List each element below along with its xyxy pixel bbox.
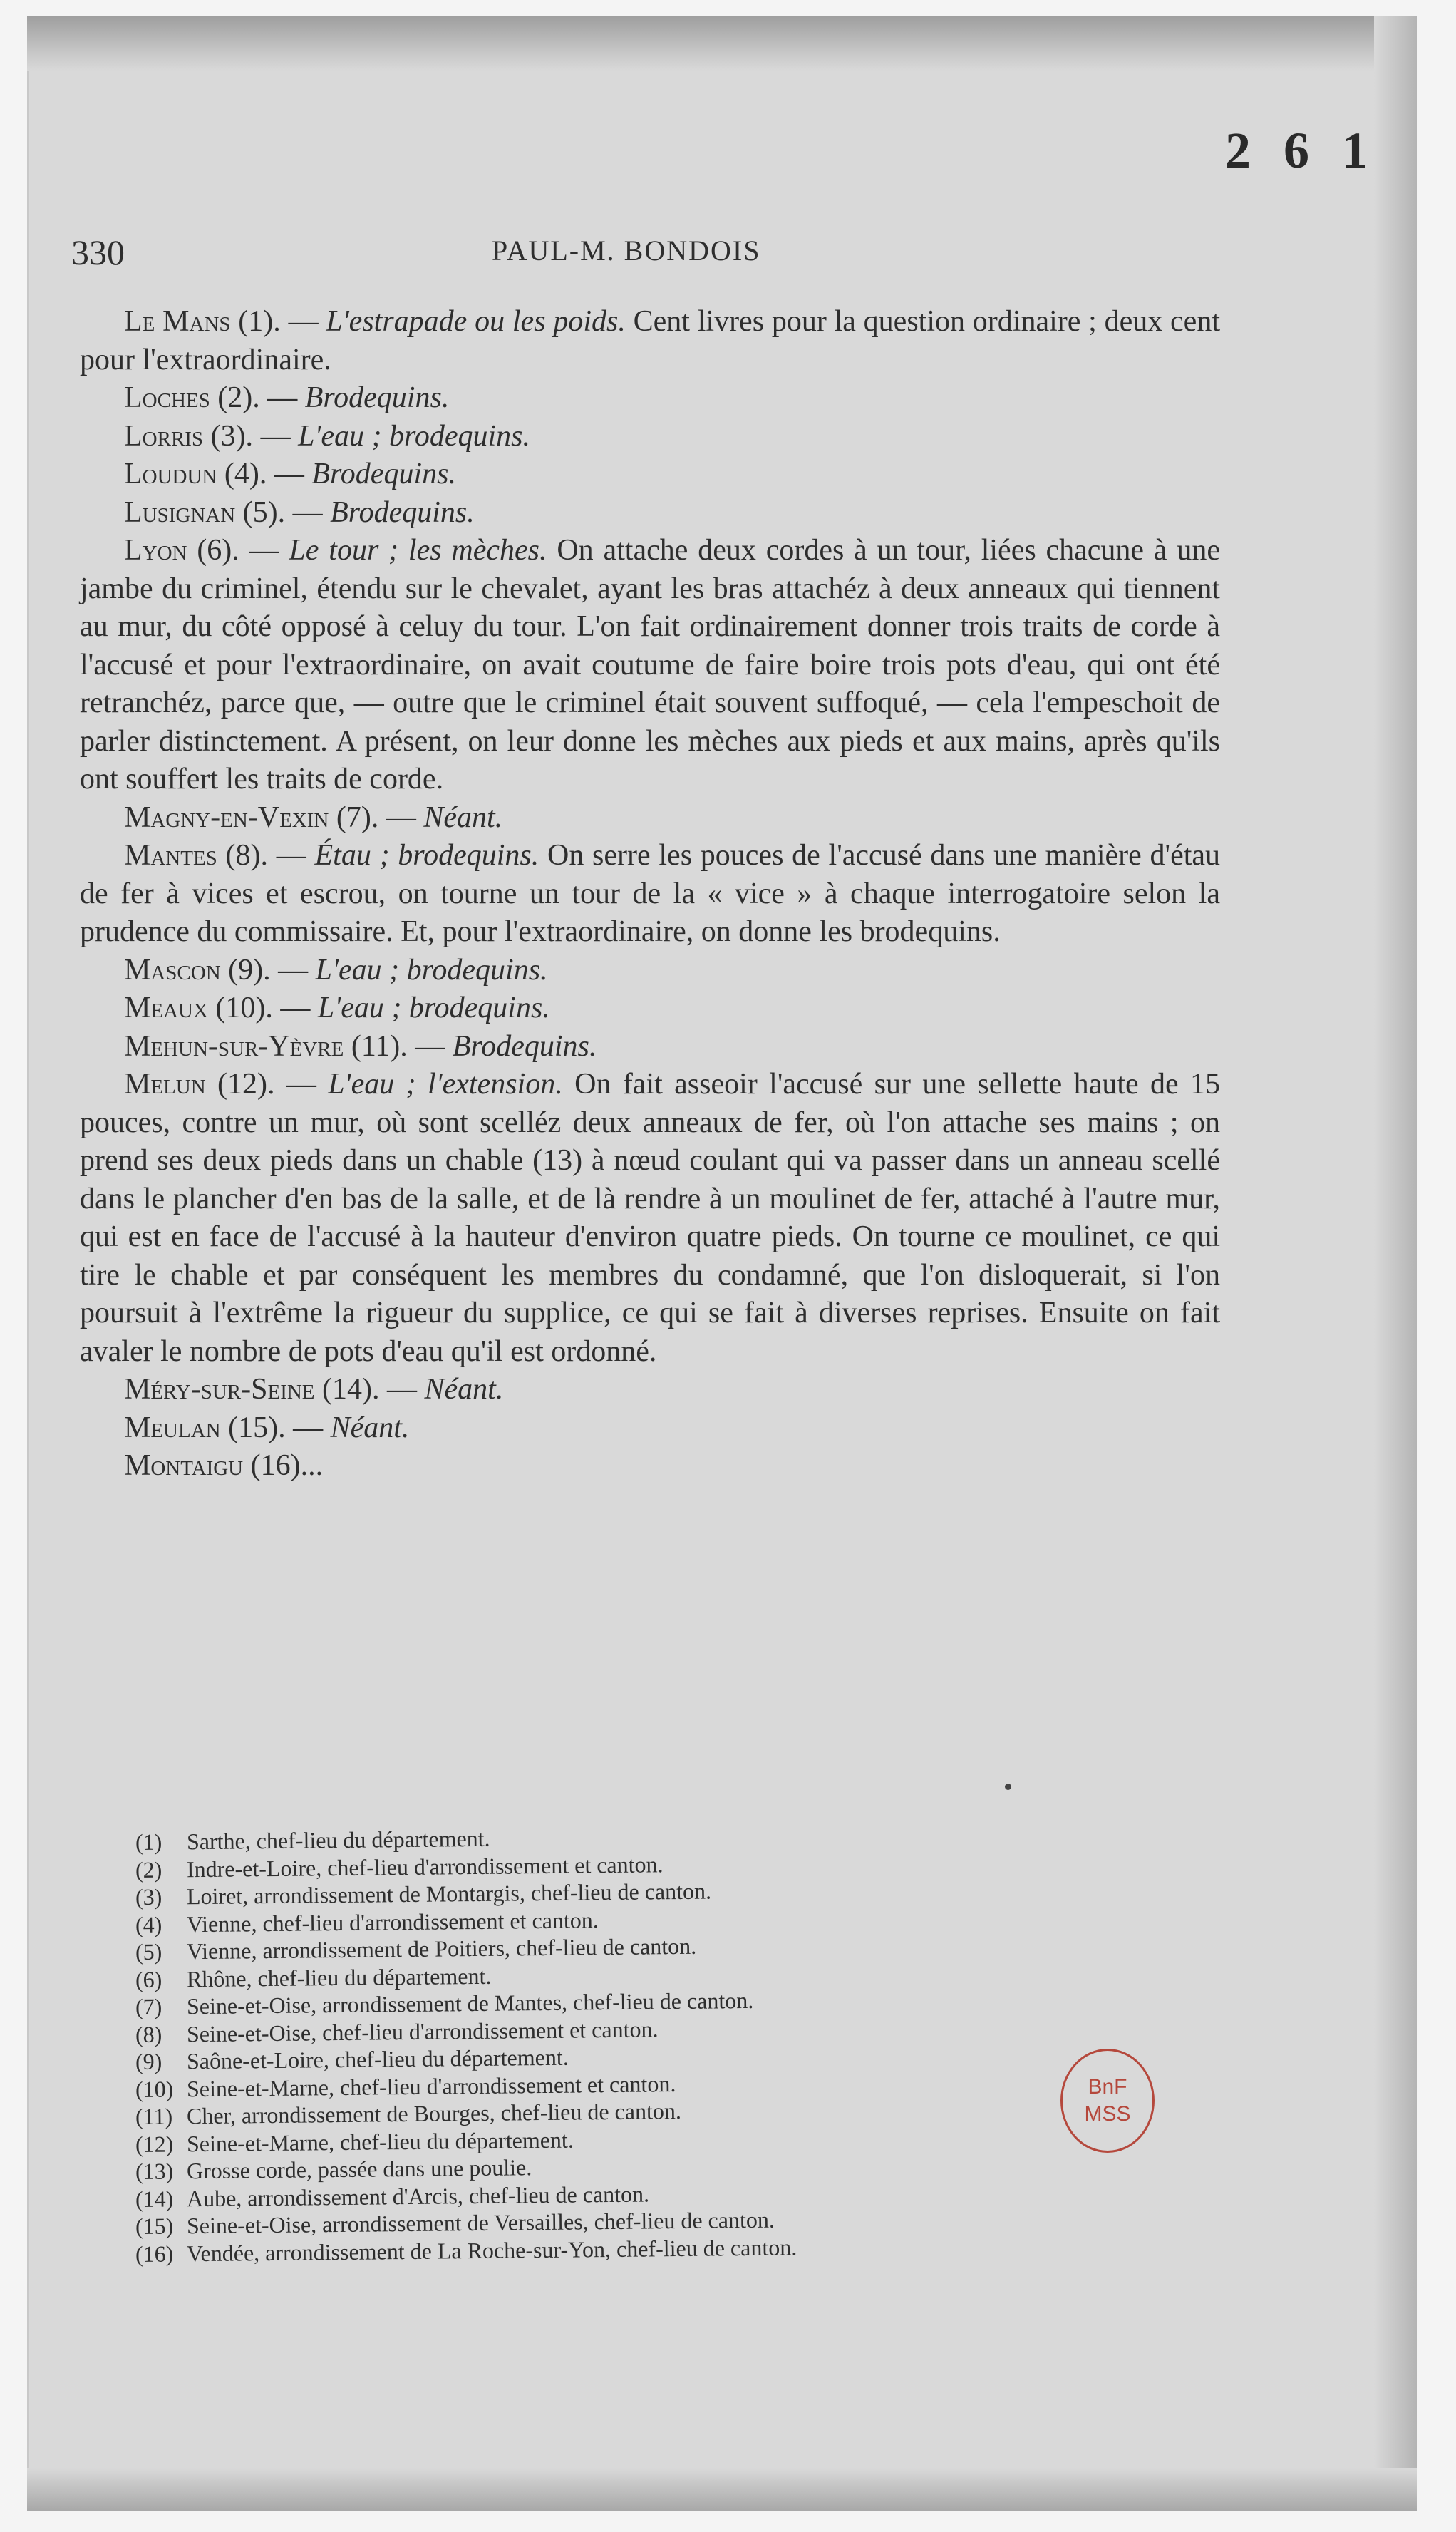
torture-method: Étau ; brodequins. — [314, 839, 539, 872]
entry-description: On serre les pouces de l'accusé dans une manière d'étau de fer à vices et escrou, on tourne un tour de la « vice » à chaque interrogatoire selon la prudence du commissaire. Et, pour l'extraordinaire, on donne les brodequins. — [80, 839, 1221, 948]
scan-right-border — [1374, 16, 1417, 2511]
torture-method: Brodequins. — [304, 381, 450, 414]
torture-method: Le tour ; les mèches. — [289, 534, 547, 567]
place-name: Le Mans — [124, 305, 231, 338]
footnote: (5) Vienne, arrondissement de Poitiers, chef-lieu de canton. — [135, 1933, 697, 1965]
footnote: (15) Seine-et-Oise, arrondissement de Versailles, chef-lieu de canton. — [135, 2206, 775, 2239]
footnote: (7) Seine-et-Oise, arrondissement de Mantes, chef-lieu de canton. — [135, 1987, 754, 2019]
place-name: Montaigu — [124, 1449, 244, 1482]
footnote: (16) Vendée, arrondissement de La Roche-sur-Yon, chef-lieu de canton. — [135, 2233, 797, 2267]
place-name: Lorris — [124, 419, 204, 453]
place-name: Mascon — [124, 953, 221, 987]
footnote: (10) Seine-et-Marne, chef-lieu d'arrondissement et canton. — [135, 2070, 676, 2102]
torture-method: Néant. — [424, 1373, 504, 1406]
torture-method: Néant. — [330, 1411, 410, 1444]
footnotes — [135, 1825, 1247, 2268]
place-name: Melun — [124, 1068, 206, 1101]
bnf-library-stamp: BnF MSS — [1060, 2049, 1155, 2153]
place-name: Meaux — [124, 992, 208, 1024]
ink-speck — [1005, 1784, 1011, 1790]
place-name: Mantes — [124, 839, 217, 872]
place-name: Loches — [124, 381, 210, 414]
entry-paragraph: Lorris (3). — L'eau ; brodequins. — [124, 419, 530, 453]
footnote: (2) Indre-et-Loire, chef-lieu d'arrondissement et canton. — [135, 1851, 664, 1883]
entry-paragraph: Meulan (15). — Néant. — [124, 1411, 410, 1444]
torture-method: L'eau ; brodequins. — [315, 953, 548, 987]
place-name: Meulan — [124, 1411, 221, 1444]
main-text — [80, 303, 1220, 1486]
place-name: Loudun — [124, 458, 217, 490]
entry-paragraph: Lusignan (5). — Brodequins. — [124, 495, 475, 529]
entry-paragraph: Loudun (4). — Brodequins. — [124, 458, 456, 490]
torture-method: L'eau ; brodequins. — [298, 419, 530, 453]
footnote: (14) Aube, arrondissement d'Arcis, chef-lieu de canton. — [135, 2180, 650, 2212]
torture-method: L'eau ; brodequins. — [317, 992, 550, 1024]
torture-method: L'estrapade ou les poids. — [326, 305, 626, 338]
footnote: (9) Saône-et-Loire, chef-lieu du département. — [135, 2044, 569, 2074]
footnote: (3) Loiret, arrondissement de Montargis, chef-lieu de canton. — [135, 1878, 712, 1910]
place-name: Magny-en-Vexin — [124, 801, 329, 834]
footnote: (6) Rhône, chef-lieu du département. — [135, 1962, 492, 1992]
scan-bottom-border — [27, 2468, 1417, 2511]
entry-description: On fait asseoir l'accusé sur une sellette haute de 15 pouces, contre un mur, où sont scelléz deux anneaux de fer, où l'on attache ses mains ; on prend ses deux pieds dans un chable (13) à nœud coulant qui va passer dans un anneau scellé dans le plancher d'en bas de la salle, et de là rendre à un moulinet de fer, attaché à l'autre mur, qui est en face de l'accusé à la hauteur d'environ quatre pieds. On tourne ce moulinet, ce qui tire le chable et par conséquent les membres du condamné, que l'on disloquerait, si l'on poursuit à l'extrême la rigueur du supplice, ce qui se fait à diverses reprises. Ensuite on fait avaler le nombre de pots d'eau qu'il est ordonné. — [80, 1068, 1221, 1368]
folio-number: 2 6 1 — [1225, 122, 1378, 179]
torture-method: Brodequins. — [330, 495, 475, 529]
entry-paragraph: Mehun-sur-Yèvre (11). — Brodequins. — [124, 1029, 597, 1063]
page-number: 330 — [71, 232, 125, 272]
entry-paragraph: Lyon (6). — Le tour ; les mèches. On attache deux cordes à un tour, liées chacune à une jambe du criminel, étendu sur le chevalet, ayant les bras attachéz à deux anneaux qui tiennent au mur, du côté opposé à celuy du tour. L'on fait ordinairement donner trois traits de corde à l'accusé et pour l'extraordinaire, on avait coutume de faire boire trois pots d'eau, qui ont été retranchéz, parce que, — outre que le criminel était souvent suffoqué, — cela l'empeschoit de parler distinctement. A présent, on leur donne les mèches aux pieds et aux mains, après qu'ils ont souffert les traits de corde. — [80, 534, 1221, 796]
footnote: (8) Seine-et-Oise, chef-lieu d'arrondissement et canton. — [135, 2015, 659, 2047]
torture-method: Néant. — [423, 801, 503, 834]
entry-paragraph: Meaux (10). — L'eau ; brodequins. — [124, 992, 550, 1024]
entry-paragraph: Le Mans (1). — L'estrapade ou les poids. Cent livres pour la question ordinaire ; deux cent pour l'extraordinaire. — [80, 305, 1220, 376]
place-name: Mehun-sur-Yèvre — [124, 1029, 344, 1063]
entry-paragraph: Melun (12). — L'eau ; l'extension. On fait asseoir l'accusé sur une sellette haute de 15 pouces, contre un mur, où sont scelléz deux anneaux de fer, où l'on attache ses mains ; on prend ses deux pieds dans un chable (13) à nœud coulant qui va passer dans un anneau scellé dans le plancher d'en bas de la salle, et de là rendre à un moulinet de fer, attaché à l'autre mur, qui est en face de l'accusé à la hauteur d'environ quatre pieds. On tourne ce moulinet, ce qui tire le chable et par conséquent les membres du condamné, que l'on disloquerait, si l'on poursuit à l'extrême la rigueur du supplice, ce qui se fait à diverses reprises. Ensuite on fait avaler le nombre de pots d'eau qu'il est ordonné. — [80, 1068, 1221, 1368]
place-name: Lusignan — [124, 495, 236, 529]
entry-description: On attache deux cordes à un tour, liées chacune à une jambe du criminel, étendu sur le chevalet, ayant les bras attachéz à deux anneaux qui tiennent au mur, du côté opposé à celuy du tour. L'on fait ordinairement donner trois traits de corde à l'accusé et pour l'extraordinaire, on avait coutume de faire boire trois pots d'eau, qui ont été retranchéz, parce que, — outre que le criminel était souvent suffoqué, — cela l'empeschoit de parler distinctement. A présent, on leur donne les mèches aux pieds et aux mains, après qu'ils ont souffert les traits de corde. — [80, 534, 1221, 796]
place-name: Méry-sur-Seine — [124, 1373, 315, 1406]
footnote: (1) Sarthe, chef-lieu du département. — [135, 1825, 490, 1855]
place-name: Lyon — [124, 534, 187, 567]
footnote: (4) Vienne, chef-lieu d'arrondissement et canton. — [135, 1906, 599, 1937]
running-head: PAUL-M. BONDOIS — [492, 235, 761, 267]
entry-paragraph: Montaigu (16)... — [124, 1449, 324, 1482]
scan-top-border — [27, 16, 1417, 71]
footnote: (11) Cher, arrondissement de Bourges, chef-lieu de canton. — [135, 2097, 682, 2129]
entry-paragraph: Magny-en-Vexin (7). — Néant. — [124, 801, 503, 834]
torture-method: Brodequins. — [311, 458, 456, 490]
torture-method: L'eau ; l'extension. — [328, 1068, 563, 1101]
entry-paragraph: Mantes (8). — Étau ; brodequins. On serre les pouces de l'accusé dans une manière d'étau de fer à vices et escrou, on tourne un tour de la « vice » à chaque interrogatoire selon la prudence du commissaire. Et, pour l'extraordinaire, on donne les brodequins. — [80, 839, 1221, 948]
footnote: (12) Seine-et-Marne, chef-lieu du département. — [135, 2126, 574, 2157]
entry-paragraph: Méry-sur-Seine (14). — Néant. — [124, 1373, 504, 1406]
footnote: (13) Grosse corde, passée dans une poulie. — [135, 2154, 532, 2184]
entry-paragraph: Loches (2). — Brodequins. — [124, 381, 450, 414]
entry-paragraph: Mascon (9). — L'eau ; brodequins. — [124, 953, 548, 987]
torture-method: Brodequins. — [452, 1029, 597, 1063]
entry-description: Cent livres pour la question ordinaire ; deux cent pour l'extraordinaire. — [80, 305, 1220, 376]
